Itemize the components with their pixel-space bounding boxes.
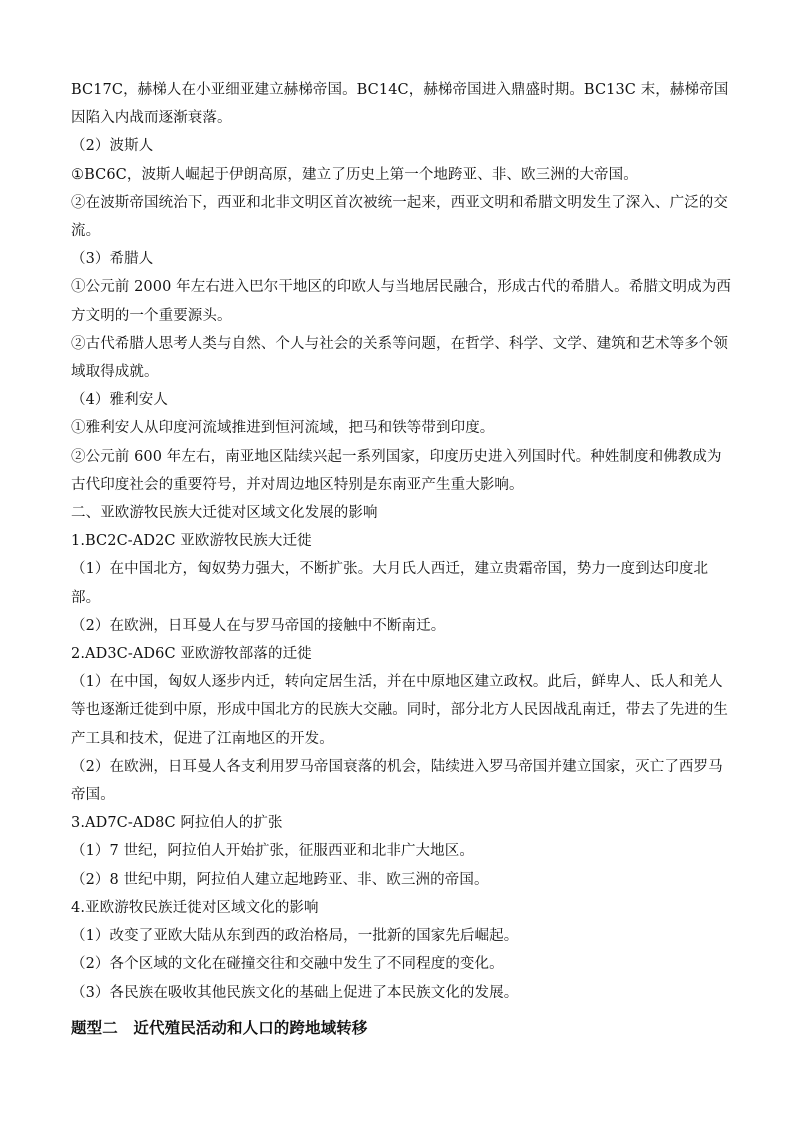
paragraph-4-3: （3）各民族在吸收其他民族文化的基础上促进了本民族文化的发展。 <box>71 984 519 1001</box>
paragraph-4-2: （2）各个区域的文化在碰撞交往和交融中发生了不同程度的变化。 <box>71 956 504 973</box>
subheading-persians: （2）波斯人 <box>71 138 154 155</box>
paragraph-persians-2: ②在波斯帝国统治下，西亚和北非文明区首次被统一起来，西亚文明和希腊文明发生了深入、广泛的交流。 <box>71 194 728 240</box>
paragraph-4-1: （1）改变了亚欧大陆从东到西的政治格局，一批新的国家先后崛起。 <box>71 928 519 945</box>
paragraph-1-2: （2）在欧洲，日耳曼人在与罗马帝国的接触中不断南迁。 <box>71 617 446 634</box>
paragraph-hittites: BC17C，赫梯人在小亚细亚建立赫梯帝国。BC14C，赫梯帝国进入鼎盛时期。BC13C 末，赫梯帝国因陷入内战而逐渐衰落。 <box>71 82 729 127</box>
subsection-1: 1.BC2C-AD2C 亚欧游牧民族大迁徙 <box>71 533 312 550</box>
paragraph-2-1: （1）在中国，匈奴人逐步内迁，转向定居生活，并在中原地区建立政权。此后，鲜卑人、氐人和羌人等也逐渐迁徙到中原，形成中国北方的民族大交融。同时，部分北方人民因战乱南迁，带去了先进的生产工具和技术，促进了江南地区的开发。 <box>71 674 728 747</box>
subheading-greeks: （3）希腊人 <box>71 251 154 268</box>
paragraph-aryans-1: ①雅利安人从印度河流域推进到恒河流域，把马和铁等带到印度。 <box>71 420 495 437</box>
section-heading-type-two: 题型二 近代殖民活动和人口的跨地域转移 <box>71 1018 368 1037</box>
subsection-2: 2.AD3C-AD6C 亚欧游牧部落的迁徙 <box>71 646 312 663</box>
paragraph-greeks-2: ②古代希腊人思考人类与自然、个人与社会的关系等问题，在哲学、科学、文学、建筑和艺术等多个领域取得成就。 <box>71 335 728 381</box>
subsection-4: 4.亚欧游牧民族迁徙对区域文化的影响 <box>71 899 319 916</box>
document-body <box>71 76 731 1043</box>
subsection-3: 3.AD7C-AD8C 阿拉伯人的扩张 <box>71 815 283 832</box>
paragraph-persians-1: ①BC6C，波斯人崛起于伊朗高原，建立了历史上第一个地跨亚、非、欧三洲的大帝国。 <box>71 166 638 183</box>
paragraph-greeks-1: ①公元前 2000 年左右进入巴尔干地区的印欧人与当地居民融合，形成古代的希腊人。希腊文明成为西方文明的一个重要源头。 <box>71 279 731 324</box>
section-title-migration: 二、亚欧游牧民族大迁徙对区域文化发展的影响 <box>71 505 378 522</box>
paragraph-3-1: （1）7 世纪，阿拉伯人开始扩张，征服西亚和北非广大地区。 <box>71 843 474 860</box>
paragraph-3-2: （2）8 世纪中期，阿拉伯人建立起地跨亚、非、欧三洲的帝国。 <box>71 871 489 888</box>
subheading-aryans: （4）雅利安人 <box>71 392 168 409</box>
paragraph-2-2: （2）在欧洲，日耳曼人各支利用罗马帝国衰落的机会，陆续进入罗马帝国并建立国家，灭亡了西罗马帝国。 <box>71 758 723 804</box>
paragraph-aryans-2: ②公元前 600 年左右，南亚地区陆续兴起一系列国家，印度历史进入列国时代。种姓制度和佛教成为古代印度社会的重要符号，并对周边地区特别是东南亚产生重大影响。 <box>71 448 722 493</box>
paragraph-1-1: （1）在中国北方，匈奴势力强大，不断扩张。大月氏人西迁，建立贵霜帝国，势力一度到达印度北部。 <box>71 561 709 606</box>
